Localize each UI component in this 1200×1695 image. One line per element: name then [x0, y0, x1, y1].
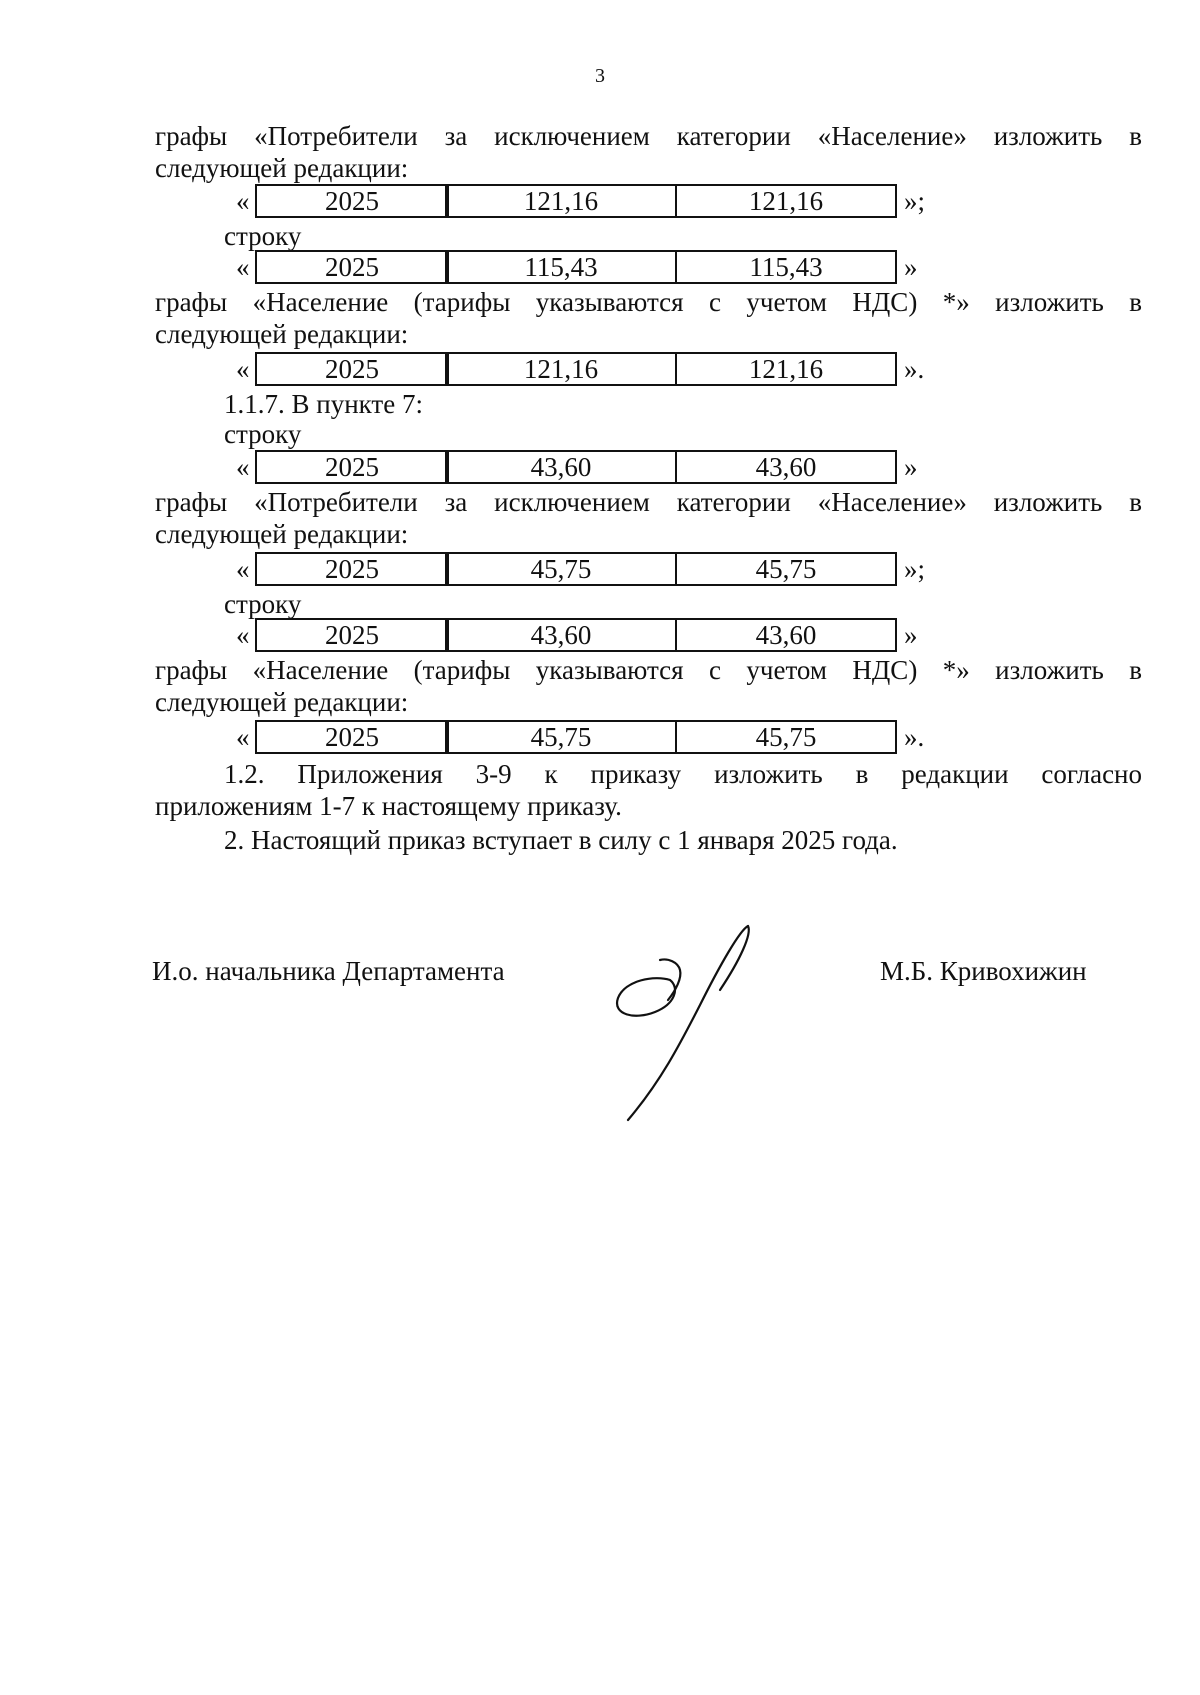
stroku-label: строку: [224, 221, 302, 251]
year-cell: 2025: [255, 720, 449, 754]
signatory-role: И.о. начальника Департамента: [152, 956, 505, 986]
year-cell: 2025: [255, 450, 449, 484]
year-cell: 2025: [255, 618, 449, 652]
value-cell-second-half: 121,16: [675, 184, 897, 218]
value-cell-second-half: 45,75: [675, 552, 897, 586]
paragraph-line: следующей редакции:: [155, 687, 409, 717]
item-1-2: [155, 758, 1142, 822]
paragraph-line: графы «Население (тарифы указываются с учетом НДС) *» изложить в: [155, 287, 1142, 317]
value-cell-first-half: 121,16: [445, 184, 677, 218]
quote-open: «: [236, 722, 250, 752]
paragraph-population-2: [155, 654, 1142, 718]
value-cell-second-half: 121,16: [675, 352, 897, 386]
value-cell-first-half: 115,43: [445, 250, 677, 284]
value-cell-second-half: 43,60: [675, 450, 897, 484]
tariff-row: [0, 450, 1200, 484]
value-cell-second-half: 45,75: [675, 720, 897, 754]
year-cell: 2025: [255, 250, 449, 284]
quote-open: «: [236, 554, 250, 584]
paragraph-line: следующей редакции:: [155, 153, 409, 183]
tariff-row: [0, 552, 1200, 586]
paragraph-population-1: [155, 286, 1142, 350]
tariff-row: [0, 250, 1200, 284]
tariff-row: [0, 618, 1200, 652]
value-cell-first-half: 43,60: [445, 618, 677, 652]
quote-close: ».: [904, 354, 925, 384]
quote-close: »: [904, 620, 918, 650]
year-cell: 2025: [255, 184, 449, 218]
value-cell-first-half: 43,60: [445, 450, 677, 484]
value-cell-first-half: 45,75: [445, 720, 677, 754]
quote-close: ».: [904, 722, 925, 752]
paragraph-line: следующей редакции:: [155, 519, 409, 549]
stroku-label: строку: [224, 419, 302, 449]
tariff-row: [0, 352, 1200, 386]
value-cell-first-half: 45,75: [445, 552, 677, 586]
item-1-1-7: 1.1.7. В пункте 7:: [224, 389, 423, 419]
item-2-effective-date: 2. Настоящий приказ вступает в силу с 1 января 2025 года.: [224, 825, 898, 855]
signatory-name: М.Б. Кривохижин: [880, 956, 1087, 986]
paragraph-consumers-2: [155, 486, 1142, 550]
value-cell-second-half: 115,43: [675, 250, 897, 284]
stroku-label: строку: [224, 589, 302, 619]
paragraph-line: 1.2. Приложения 3-9 к приказу изложить в редакции согласно: [224, 759, 1142, 789]
tariff-row: [0, 720, 1200, 754]
quote-open: «: [236, 620, 250, 650]
paragraph-consumers-1: [155, 120, 1142, 184]
value-cell-first-half: 121,16: [445, 352, 677, 386]
quote-open: «: [236, 252, 250, 282]
year-cell: 2025: [255, 352, 449, 386]
quote-close: »;: [904, 554, 926, 584]
quote-close: »: [904, 252, 918, 282]
year-cell: 2025: [255, 552, 449, 586]
value-cell-second-half: 43,60: [675, 618, 897, 652]
paragraph-line: графы «Потребители за исключением категории «Население» изложить в: [155, 121, 1142, 151]
paragraph-line: графы «Население (тарифы указываются с учетом НДС) *» изложить в: [155, 655, 1142, 685]
tariff-row: [0, 184, 1200, 218]
paragraph-line: приложениям 1-7 к настоящему приказу.: [155, 791, 622, 821]
quote-close: »;: [904, 186, 926, 216]
quote-close: »: [904, 452, 918, 482]
quote-open: «: [236, 452, 250, 482]
paragraph-line: графы «Потребители за исключением категории «Население» изложить в: [155, 487, 1142, 517]
page-number: 3: [595, 65, 605, 87]
handwritten-signature: [600, 920, 770, 1125]
paragraph-line: следующей редакции:: [155, 319, 409, 349]
quote-open: «: [236, 354, 250, 384]
quote-open: «: [236, 186, 250, 216]
